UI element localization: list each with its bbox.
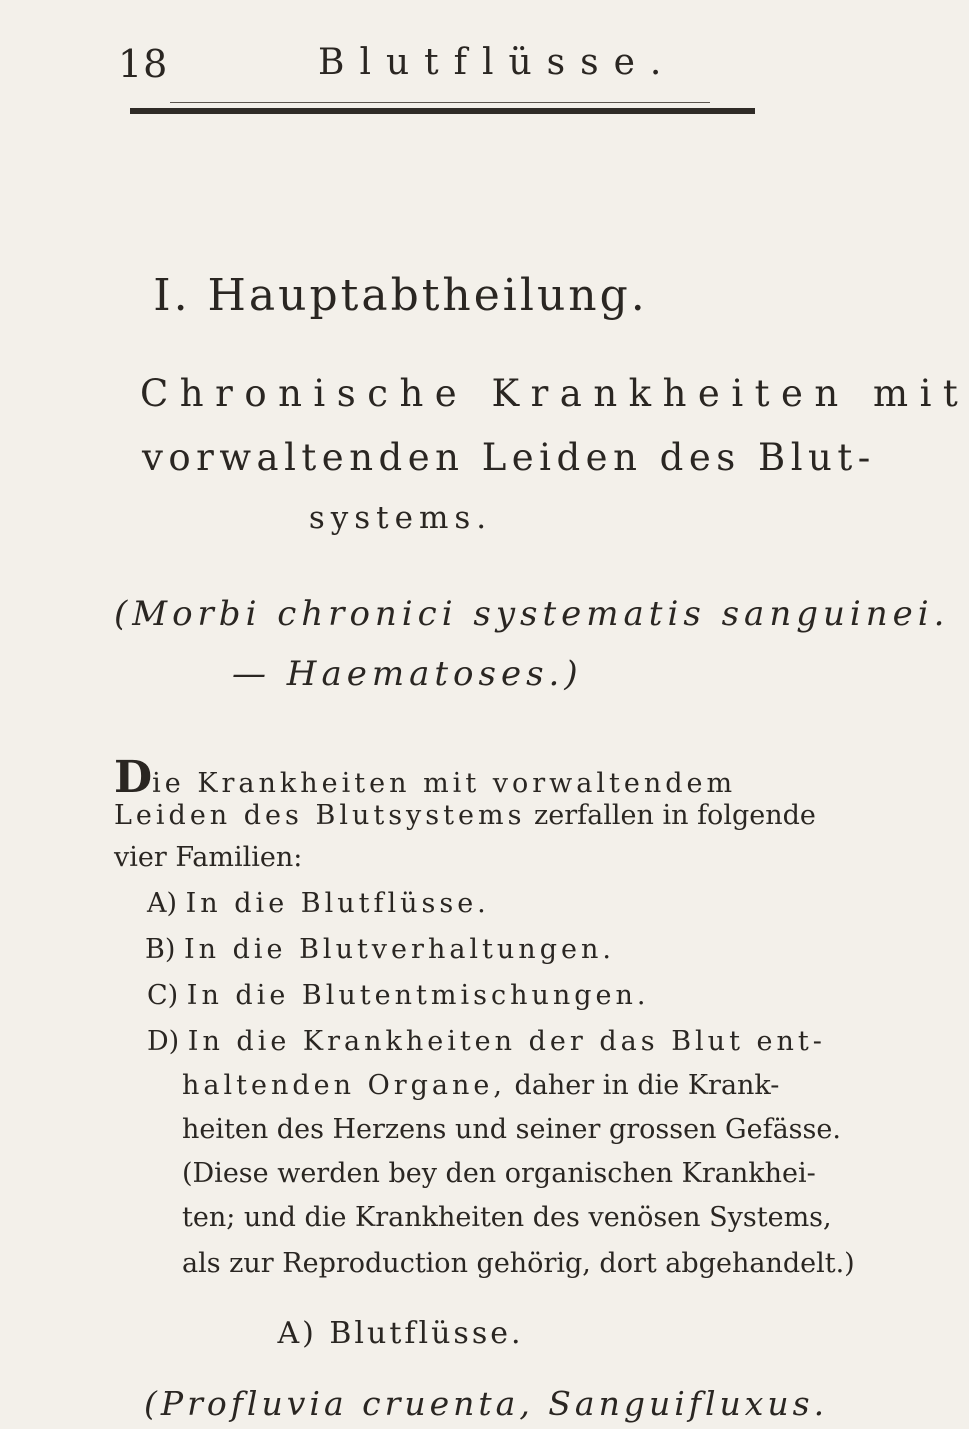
header-rule bbox=[130, 108, 755, 114]
family-d-line-3: heiten des Herzens und seiner grossen Gefässe. bbox=[182, 1114, 841, 1145]
family-text-c: In die Blutentmischungen. bbox=[186, 980, 650, 1011]
running-head: Blutflüsse. bbox=[318, 42, 677, 83]
latin-title-line-1: (Morbi chronici systematis sanguinei. bbox=[114, 594, 950, 634]
intro-line-2-rest: zerfallen in folgende bbox=[525, 800, 816, 831]
section-heading: I. Hauptabtheilung. bbox=[153, 270, 648, 321]
family-d-line-2-rest: daher in die Krank- bbox=[505, 1070, 780, 1101]
intro-line-2 bbox=[114, 800, 816, 831]
intro-line-1-text: ie Krankheiten mit vorwaltendem bbox=[152, 768, 737, 799]
latin-title-line-2: — Haematoses.) bbox=[232, 654, 583, 694]
family-marker-b: B) bbox=[145, 934, 176, 965]
family-text-b: In die Blutverhaltungen. bbox=[183, 934, 615, 965]
family-d-line-2-spaced: haltenden Organe, bbox=[182, 1070, 506, 1101]
family-d-line-4: (Diese werden bey den organischen Krankhei- bbox=[182, 1158, 816, 1189]
subsection-latin-line: (Profluvia cruenta, Sanguifluxus. bbox=[144, 1384, 829, 1423]
title-line-3: systems. bbox=[308, 500, 493, 536]
subsection-heading: A) Blutflüsse. bbox=[277, 1316, 524, 1351]
family-item-d bbox=[147, 1026, 826, 1057]
family-d-line-6: als zur Reproduction gehörig, dort abgehandelt.) bbox=[182, 1248, 855, 1279]
title-line-1: Chronische Krankheiten mit bbox=[140, 372, 969, 415]
family-item-b bbox=[145, 934, 615, 965]
family-text-d: In die Krankheiten der das Blut ent- bbox=[187, 1026, 826, 1057]
intro-line-1 bbox=[114, 752, 736, 803]
family-d-line-2 bbox=[182, 1070, 779, 1101]
family-item-c bbox=[147, 980, 649, 1011]
family-text-a: In die Blutflüsse. bbox=[185, 888, 490, 919]
family-item-a bbox=[147, 888, 490, 919]
family-marker-d: D) bbox=[147, 1026, 180, 1057]
family-marker-a: A) bbox=[147, 888, 178, 919]
intro-line-3: vier Familien: bbox=[114, 842, 303, 873]
intro-line-2-spaced: Leiden des Blutsystems bbox=[114, 800, 526, 831]
family-d-line-5: ten; und die Krankheiten des venösen Systems, bbox=[182, 1202, 832, 1233]
drop-initial: D bbox=[114, 752, 153, 803]
page-number: 18 bbox=[118, 42, 169, 86]
title-line-2: vorwaltenden Leiden des Blut- bbox=[142, 436, 876, 479]
header-rule-thin bbox=[170, 102, 710, 103]
family-marker-c: C) bbox=[147, 980, 179, 1011]
